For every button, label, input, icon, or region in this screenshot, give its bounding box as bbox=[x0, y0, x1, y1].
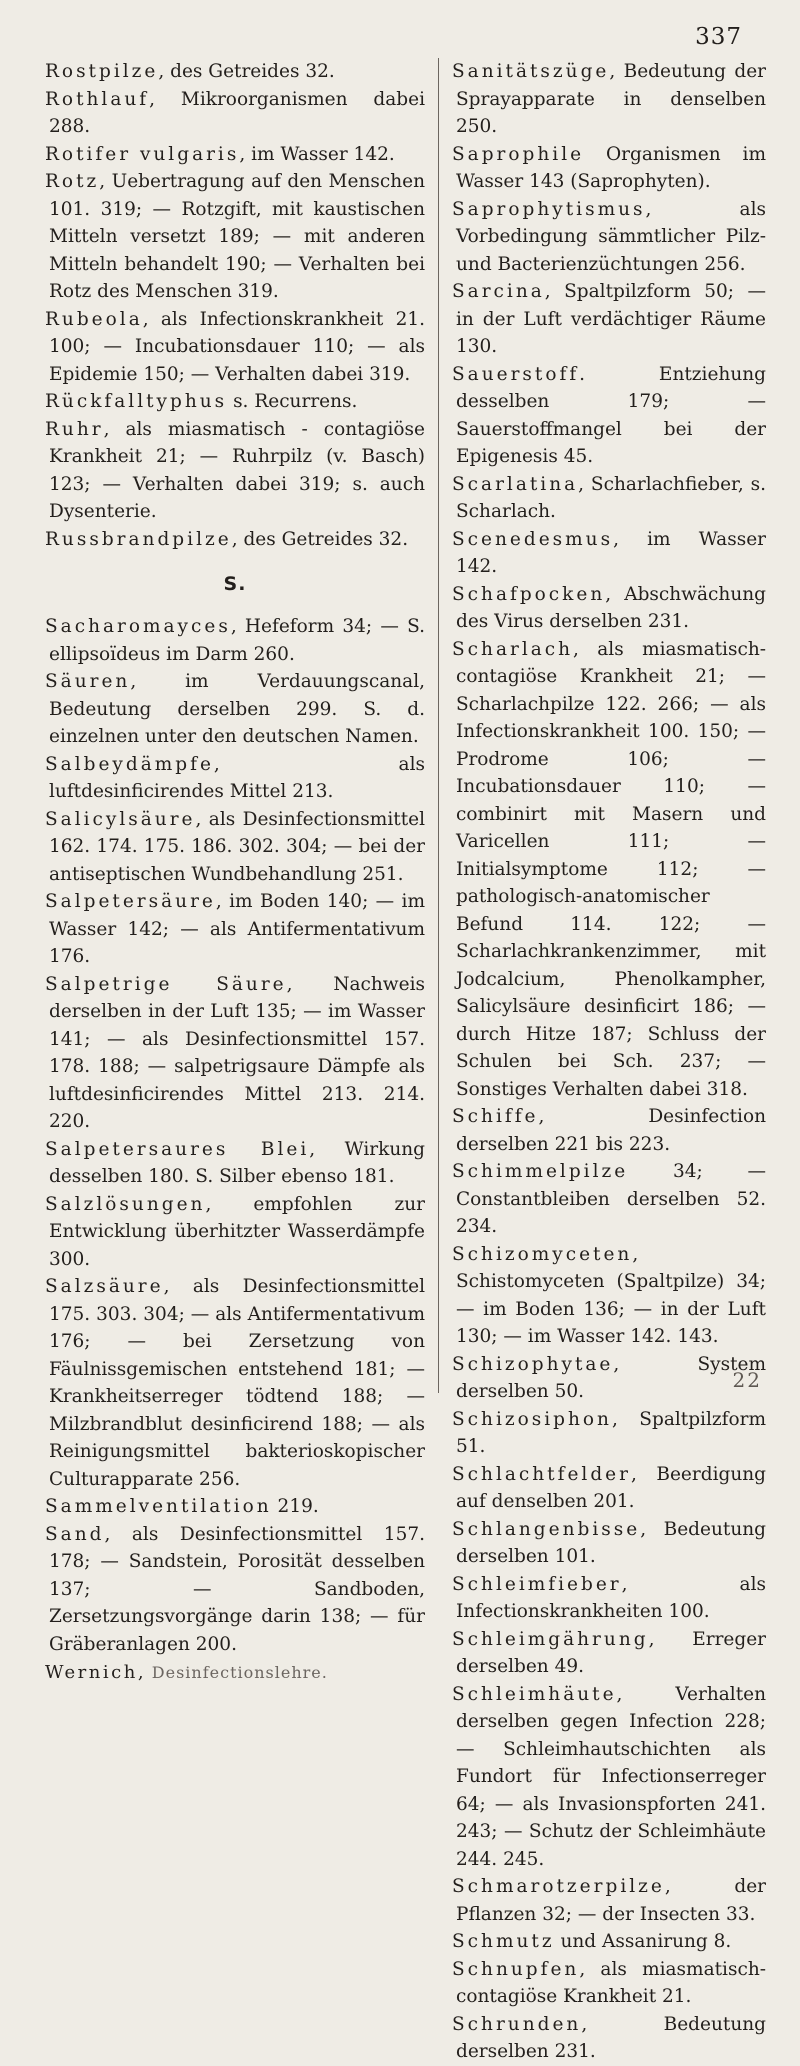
index-references: , Beerdigung auf denselben 201. bbox=[456, 1463, 766, 1512]
index-references: , Erreger derselben 49. bbox=[456, 1628, 766, 1677]
index-entry bbox=[452, 1626, 766, 1681]
index-entry bbox=[45, 1191, 425, 1274]
index-references: , Mikroorganismen dabei 288. bbox=[49, 88, 425, 137]
index-term: Schizomyceten bbox=[452, 1243, 633, 1265]
index-entry bbox=[45, 416, 425, 526]
index-entry bbox=[452, 1956, 766, 2011]
index-entry bbox=[45, 888, 425, 971]
page-number: 337 bbox=[695, 24, 742, 50]
index-term: Sacharomayces bbox=[45, 616, 231, 637]
index-references: , System derselben 50. bbox=[456, 1353, 766, 1402]
index-entry bbox=[452, 1461, 766, 1516]
index-references: , Schistomyceten (Spaltpilze) 34; — im Boden 136; — in der Luft 130; — im Wasser 142. 143. bbox=[456, 1243, 766, 1347]
index-entry bbox=[452, 1873, 766, 1928]
section-heading-s: S. bbox=[223, 573, 247, 595]
index-entry bbox=[45, 168, 425, 306]
index-term: Salbeydämpfe bbox=[45, 753, 214, 775]
index-term: Rubeola bbox=[45, 308, 143, 330]
index-references: 34; — Constantbleiben derselben 52. 234. bbox=[456, 1161, 766, 1237]
index-references: , der Pflanzen 32; — der Insecten 33. bbox=[456, 1876, 766, 1925]
index-term: Schlangenbisse bbox=[452, 1518, 641, 1540]
index-entry bbox=[452, 1681, 766, 1874]
index-references: , als Vorbedingung sämmtlicher Pilz- und Bacterienzüchtungen 256. bbox=[456, 198, 766, 275]
index-references: , als miasmatisch-contagiöse Krankheit 21. bbox=[456, 1958, 766, 2007]
index-references: , im Verdauungscanal, Bedeutung derselben 299. S. d. einzelnen unter den deutschen Namen. bbox=[49, 671, 425, 747]
index-term: Rotifer vulgaris bbox=[45, 143, 240, 165]
index-term: Saprophytismus bbox=[452, 198, 646, 220]
index-term: Sarcina bbox=[452, 281, 545, 302]
index-entry bbox=[452, 196, 766, 279]
index-references: . Entziehung desselben 179; — Sauerstoffmangel bei der Epigenesis 45. bbox=[456, 363, 766, 467]
index-references: , Bedeutung der Sprayapparate in denselben 250. bbox=[456, 61, 766, 137]
index-entry bbox=[45, 306, 425, 389]
index-references: , Verhalten derselben gegen Infection 228; — Schleimhautschichten als Fundort für Infectionserreger 64; — als Invasionspforten 241. 243; — Schutz der Schleimhäute 244. 245. bbox=[456, 1683, 766, 1870]
index-references: , als Infectionskrankheiten 100. bbox=[456, 1573, 766, 1622]
index-term: Scarlatina bbox=[452, 473, 579, 495]
index-references: , Spaltpilzform 50; — in der Luft verdächtiger Räume 130. bbox=[456, 281, 766, 357]
index-references: , im Wasser 142. bbox=[456, 528, 766, 577]
index-references: , des Getreides 32. bbox=[231, 528, 409, 550]
index-term: Sand bbox=[45, 1523, 105, 1545]
index-entry bbox=[452, 581, 766, 636]
index-references: 219. bbox=[271, 1496, 319, 1517]
index-references: , Abschwächung des Virus derselben 231. bbox=[456, 583, 766, 632]
index-entries-s bbox=[45, 613, 425, 1658]
index-references: , Nachweis derselben in der Luft 135; — im Wasser 141; — als Desinfectionsmittel 157. 178. 188; — salpetrigsaure Dämpfe als luftdesinficirendes Mittel 213. 214. 220. bbox=[49, 973, 426, 1132]
index-term: Rothlauf bbox=[45, 88, 150, 110]
index-term: Schizophytae bbox=[452, 1353, 614, 1375]
index-references: , Scharlachfieber, s. Scharlach. bbox=[456, 473, 766, 522]
index-term: Schmutz bbox=[452, 1931, 555, 1952]
index-entry bbox=[452, 58, 766, 141]
index-entry bbox=[45, 58, 425, 86]
index-entry bbox=[45, 806, 425, 889]
index-term: Schimmelpilze bbox=[452, 1161, 629, 1182]
index-entry bbox=[452, 1928, 766, 1956]
index-entry bbox=[45, 86, 425, 141]
index-entries-r bbox=[45, 58, 425, 553]
index-entry bbox=[45, 1493, 425, 1521]
index-entry bbox=[45, 613, 425, 668]
index-entry bbox=[452, 1241, 766, 1351]
index-term: Salicylsäure bbox=[45, 808, 196, 830]
index-entry bbox=[452, 1571, 766, 1626]
index-term: Rückfalltyphus bbox=[45, 391, 228, 412]
index-term: Schnupfen bbox=[452, 1958, 580, 1980]
index-references: , als luftdesinficirendes Mittel 213. bbox=[49, 753, 425, 802]
index-entry bbox=[452, 526, 766, 581]
index-references: , Wirkung desselben 180. S. Silber ebenso 181. bbox=[49, 1138, 425, 1187]
index-entry bbox=[45, 388, 425, 416]
index-references: , empfohlen zur Entwicklung überhitzter Wasserdämpfe 300. bbox=[49, 1193, 425, 1270]
index-term: Salzlösungen bbox=[45, 1193, 206, 1215]
index-entry bbox=[452, 636, 766, 1104]
index-references: , Hefeform 34; — S. ellipsoïdeus im Darm 260. bbox=[49, 616, 425, 665]
index-entry bbox=[452, 141, 766, 196]
index-references: , als Desinfectionsmittel 157. 178; — Sandstein, Porosität desselben 137; — Sandboden, Zersetzungsvorgänge darin 138; — für Gräberanlagen 200. bbox=[49, 1523, 425, 1655]
index-entry bbox=[452, 1516, 766, 1571]
index-term: Saprophile bbox=[452, 143, 585, 165]
page-footer bbox=[45, 1660, 425, 1686]
index-references: s. Recurrens. bbox=[227, 391, 358, 412]
index-references: , Uebertragung auf den Menschen 101. 319; — Rotzgift, mit kaustischen Mitteln versetzt 189; — mit anderen Mitteln behandelt 190; — Verhalten bei Rotz des Menschen 319. bbox=[49, 171, 425, 302]
index-term: Sammelventilation bbox=[45, 1496, 272, 1517]
signature-mark: 22 bbox=[732, 1368, 762, 1392]
index-term: Schleimgährung bbox=[452, 1628, 649, 1650]
index-references: , im Wasser 142. bbox=[239, 143, 395, 165]
index-term: Scharlach bbox=[452, 638, 574, 660]
index-references: , als Desinfectionsmittel 162. 174. 175. 186. 302. 304; — bei der antiseptischen Wundbehandlung 251. bbox=[49, 808, 425, 885]
index-entry bbox=[45, 668, 425, 751]
index-entry bbox=[452, 1158, 766, 1241]
index-term: Schlachtfelder bbox=[452, 1463, 631, 1485]
index-column-left bbox=[45, 58, 425, 1686]
index-column-right bbox=[452, 58, 766, 2066]
index-references: und Assanirung 8. bbox=[554, 1931, 732, 1952]
index-references: , Spaltpilzform 51. bbox=[456, 1408, 766, 1457]
index-term: Scenedesmus bbox=[452, 528, 614, 550]
index-term: Salpetersäure bbox=[45, 891, 216, 912]
index-references: , des Getreides 32. bbox=[158, 61, 335, 82]
index-term: Schrunden bbox=[452, 2013, 582, 2035]
index-entry bbox=[452, 2011, 766, 2066]
index-term: Schleimhäute bbox=[452, 1683, 617, 1705]
footer-title: Desinfectionslehre. bbox=[151, 1663, 328, 1682]
index-entry bbox=[45, 1521, 425, 1659]
index-references: , Bedeutung derselben 101. bbox=[456, 1518, 766, 1567]
index-term: Schizosiphon bbox=[452, 1408, 612, 1430]
index-references: , Desinfection derselben 221 bis 223. bbox=[456, 1106, 766, 1155]
index-entry bbox=[45, 971, 425, 1136]
index-references: , im Boden 140; — im Wasser 142; — als Antifermentativum 176. bbox=[49, 891, 425, 967]
index-term: Salpetersaures Blei bbox=[45, 1138, 310, 1160]
index-entry bbox=[45, 1273, 425, 1493]
index-entry bbox=[452, 278, 766, 361]
index-term: Rostpilze bbox=[45, 61, 159, 82]
footer-author: Wernich, bbox=[45, 1662, 147, 1683]
index-references: , als Infectionskrankheit 21. 100; — Incubationsdauer 110; — als Epidemie 150; — Verhalten dabei 319. bbox=[49, 308, 425, 385]
index-references: , Bedeutung derselben 231. bbox=[456, 2013, 766, 2062]
index-entry bbox=[452, 1103, 766, 1158]
index-term: Schmarotzerpilze bbox=[452, 1876, 665, 1897]
index-term: Salzsäure bbox=[45, 1276, 164, 1297]
index-term: Ruhr bbox=[45, 418, 104, 440]
index-term: Säuren bbox=[45, 671, 131, 692]
index-references: , als miasmatisch - contagiöse Krankheit 21; — Ruhrpilz (v. Basch) 123; — Verhalten dabei 319; s. auch Dysenterie. bbox=[49, 418, 425, 522]
index-term: Rotz bbox=[45, 171, 100, 192]
index-entry bbox=[452, 1351, 766, 1406]
column-divider bbox=[438, 58, 439, 1393]
index-entry bbox=[452, 361, 766, 471]
index-references: , als Desinfectionsmittel 175. 303. 304; — als Antifermentativum 176; — bei Zersetzung von Fäulnissgemischen entstehend 181; — Krankheitserreger tödtend 188; — Milzbrandblut desinficirend 188; — als Reinigungsmittel bakterioskopischer Culturapparate 256. bbox=[49, 1276, 425, 1490]
index-term: Russbrandpilze bbox=[45, 528, 232, 550]
index-term: Sanitätszüge bbox=[452, 61, 610, 82]
index-entry bbox=[45, 141, 425, 169]
index-term: Schleimfieber bbox=[452, 1573, 622, 1595]
index-term: Salpetrige Säure bbox=[45, 973, 287, 995]
index-entry bbox=[45, 751, 425, 806]
index-entry bbox=[452, 471, 766, 526]
index-entry bbox=[45, 1136, 425, 1191]
index-entry bbox=[452, 1406, 766, 1461]
index-references: , als miasmatisch-contagiöse Krankheit 21; — Scharlachpilze 122. 266; — als Infectionskrankheit 100. 150; — Prodrome 106; — Incubationsdauer 110; — combinirt mit Masern und Varicellen 111; — Initialsymptome 112; — pathologisch-anatomischer Befund 114. 122; — Scharlachkrankenzimmer, mit Jodcalcium, Phenolkampher, Salicylsäure desinficirt 186; — durch Hitze 187; Schluss der Schulen bei Sch. 237; — Sonstiges Verhalten dabei 318. bbox=[456, 638, 766, 1100]
index-entries-s-continued bbox=[452, 58, 766, 2066]
index-term: Schafpocken bbox=[452, 583, 606, 605]
index-entry bbox=[45, 526, 425, 554]
index-term: Schiffe bbox=[452, 1106, 539, 1127]
index-references: Organismen im Wasser 143 (Saprophyten). bbox=[456, 143, 766, 192]
index-term: Sauerstoff bbox=[452, 363, 580, 385]
